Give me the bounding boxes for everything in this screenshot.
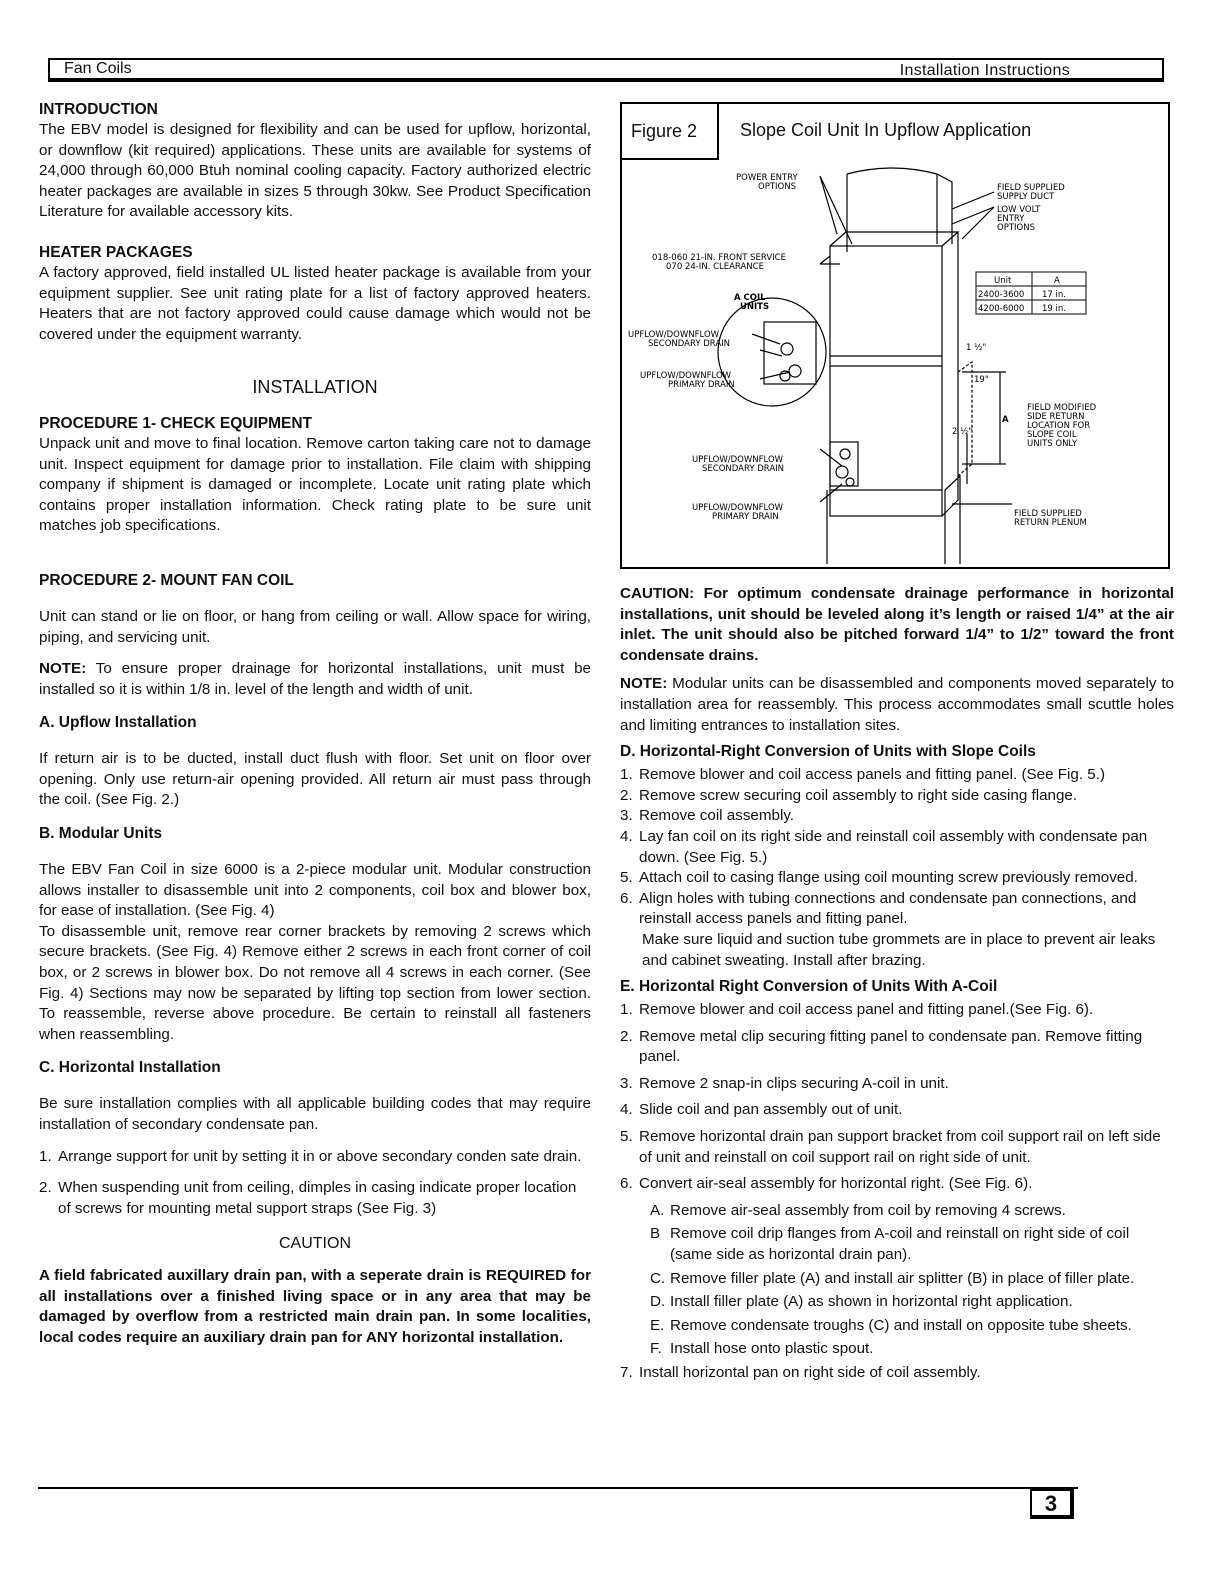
horizontal-text: Be sure installation complies with all applicable building codes that may require installation of secondary condensate pan. — [39, 1095, 591, 1133]
page-header — [48, 58, 1164, 82]
label-lower-secondary-2: SECONDARY DRAIN — [702, 464, 785, 474]
label-updown-secondary-2: SECONDARY DRAIN — [648, 339, 731, 349]
label-dim-1-5: 1 ½" — [966, 343, 987, 353]
label-lower-primary-1: UPFLOW/DOWNFLOW — [692, 503, 784, 513]
header-product: Fan Coils — [64, 60, 132, 77]
list-item: 3. Remove coil assembly. — [620, 807, 795, 825]
intro-heading: INTRODUCTION — [39, 101, 158, 118]
label-units: UNITS — [740, 302, 770, 312]
list-item: A. Remove air-seal assembly from coil by removing 4 screws. — [650, 1201, 1066, 1219]
section-d-heading: D. Horizontal-Right Conversion of Units with Slope Coils — [620, 743, 1036, 761]
upflow-text: If return air is to be ducted, install duct flush with floor. Set unit on floor over opening. Only use return-air opening provided. All return air must pass through the coil. (See Fig. 2.) — [39, 750, 591, 809]
label-updown-secondary-1: UPFLOW/DOWNFLOW — [628, 330, 720, 340]
proc2-note — [39, 659, 591, 700]
list-item: E. Remove condensate troughs (C) and install on opposite tube sheets. — [650, 1316, 1132, 1334]
caution-text: A field fabricated auxillary drain pan, with a seperate drain is REQUIRED for all installations over a finished living space or in any area that may be damaged by overflow from a restricted main drain pan. In some localities, local codes require an auxiliary drain pan for ANY horizontal installation. — [39, 1266, 591, 1346]
section-d-extra: Make sure liquid and suction tube grommets are in place to prevent air leaks and cabinet sweating. Install after brazing. — [642, 930, 1156, 969]
note-label: NOTE: — [39, 660, 87, 678]
list-item: 1. Remove blower and coil access panels and fitting panel. (See Fig. 5.) — [620, 766, 1105, 784]
list-item: 2. Remove screw securing coil assembly to right side casing flange. — [620, 786, 1078, 804]
figure-tag: Figure 2 — [622, 104, 719, 160]
note-right-label: NOTE: — [620, 675, 668, 693]
label-entry: ENTRY — [997, 214, 1025, 224]
horizontal-steps — [39, 1147, 591, 1220]
section-d-steps — [620, 765, 1174, 930]
list-item: 7. Install horizontal pan on right side of coil assembly. — [620, 1364, 981, 1381]
section-e-last — [620, 1363, 1174, 1384]
label-lower-secondary-1: UPFLOW/DOWNFLOW — [692, 455, 784, 465]
label-field-modified-1: FIELD MODIFIED — [1027, 403, 1097, 413]
caution-title: CAUTION — [279, 1235, 351, 1253]
list-item: B Remove coil drip flanges from A-coil and reinstall on right side of coil (same side as horizontal drain pan). — [650, 1225, 1130, 1264]
table-cell: 4200-6000 — [978, 304, 1025, 314]
label-field-modified-2: SIDE RETURN — [1027, 412, 1085, 422]
fan-coil-diagram — [622, 104, 1168, 567]
label-options: OPTIONS — [758, 182, 796, 192]
figure-title: Slope Coil Unit In Upflow Application — [740, 120, 1032, 140]
label-field-modified-5: UNITS ONLY — [1027, 439, 1078, 449]
list-item: C. Remove filler plate (A) and install air splitter (B) in place of filler plate. — [650, 1269, 1135, 1287]
table-header-unit: Unit — [994, 276, 1012, 286]
upflow-heading: A. Upflow Installation — [39, 714, 197, 732]
note-right-text: Modular units can be disassembled and components moved separately to installation area for reassembly. This process accommodates small scuttle holes and limiting entrances to installation sites. — [620, 675, 1174, 734]
list-item: 4. Lay fan coil on its right side and reinstall coil assembly with condensate pan down. (See Fig. 5.) — [620, 827, 1148, 866]
proc1-heading: PROCEDURE 1- CHECK EQUIPMENT — [39, 414, 312, 432]
label-front-service-2: 070 24-IN. CLEARANCE — [666, 262, 764, 272]
heater-text: A factory approved, field installed UL listed heater package is available from your equipment supplier. See unit rating plate for a list of factory approved heaters. Heaters that are not factory approved could cause damage which would not be covered under the equipment warranty. — [39, 263, 591, 343]
list-item: 6. Convert air-seal assembly for horizontal right. (See Fig. 6). — [620, 1175, 1033, 1193]
table-cell: 2400-3600 — [978, 290, 1025, 300]
table-header-a: A — [1054, 276, 1060, 286]
list-item: F. Install hose onto plastic spout. — [650, 1340, 874, 1358]
dimension-table — [976, 272, 1086, 314]
label-field-modified-4: SLOPE COIL — [1027, 430, 1077, 440]
note-text: To ensure proper drainage for horizontal installations, unit must be installed so it is within 1/8 in. level of the length and width of unit. — [39, 660, 591, 698]
label-return-1: FIELD SUPPLIED — [1014, 509, 1082, 519]
caution-right: CAUTION: For optimum condensate drainage performance in horizontal installations, unit should be leveled along it’s length or raised 1/4” at the air inlet. The unit should also be pitched forward 1/4” to 1/2” toward the front condensate drains. — [620, 585, 1174, 664]
side-return — [958, 362, 972, 476]
label-dim-19: 19" — [974, 375, 989, 385]
label-dim-a: A — [1002, 415, 1009, 425]
label-low-volt: LOW VOLT — [997, 205, 1041, 215]
label-updown-primary-2: PRIMARY DRAIN — [668, 380, 735, 390]
modular-heading: B. Modular Units — [39, 825, 163, 843]
heater-heading: HEATER PACKAGES — [39, 243, 193, 261]
installation-heading: INSTALLATION — [252, 377, 378, 398]
list-item: 2. When suspending unit from ceiling, dimples in casing indicate proper location of screws for mounting metal support straps (See Fig. 3) — [39, 1179, 577, 1217]
modular-text-1: The EBV Fan Coil in size 6000 is a 2-piece modular unit. Modular construction allows installer to disassemble unit into 2 components, coil box and blower box, for ease of installation. (See Fig. 4) — [39, 861, 591, 920]
list-item: 4. Slide coil and pan assembly out of unit. — [620, 1101, 903, 1119]
label-lower-primary-2: PRIMARY DRAIN — [712, 512, 779, 522]
label-supply-duct: SUPPLY DUCT — [997, 192, 1055, 202]
return-plenum — [827, 476, 960, 564]
page-number: 3 — [1030, 1489, 1074, 1519]
section-e-steps — [620, 1000, 1174, 1195]
modular-text-2: To disassemble unit, remove rear corner brackets by removing 2 screws which secure brackets. (See Fig. 4) Remove either 2 screws in each front corner of coil box, or 2 screws in blower box. Do not remove all 4 screws in each corner. (See Fig. 4) Sections may now be separated by lifting top section from lower section. To reassemble, reverse above procedure. Be certain to reinstall all fasteners when reassembling. — [39, 922, 591, 1043]
list-item: 6. Align holes with tubing connections and condensate pan connections, and reinstall access panels and fitting panel. — [620, 889, 1137, 928]
label-a-coil: A COIL — [734, 293, 766, 303]
list-item: 3. Remove 2 snap-in clips securing A-coil in unit. — [620, 1074, 949, 1092]
label-field-supplied: FIELD SUPPLIED — [997, 183, 1065, 193]
list-item: 2. Remove metal clip securing fitting panel to condensate pan. Remove fitting panel. — [620, 1027, 1143, 1066]
note-right — [620, 674, 1174, 736]
proc2-text: Unit can stand or lie on floor, or hang from ceiling or wall. Allow space for wiring, piping, and servicing unit. — [39, 607, 591, 646]
proc1-text: Unpack unit and move to final location. Remove carton taking care not to damage unit. Inspect equipment for damage prior to installation. File claim with shipping company if shipment is damaged or incomplete. Locate unit rating plate which contains proper installation information. Check rating plate to be sure unit matches job specifications. — [39, 434, 591, 535]
list-item: D. Install filler plate (A) as shown in horizontal right application. — [650, 1293, 1073, 1311]
section-e-heading: E. Horizontal Right Conversion of Units With A-Coil — [620, 978, 998, 996]
horizontal-heading: C. Horizontal Installation — [39, 1059, 221, 1077]
footer-rule — [38, 1487, 1078, 1489]
label-field-modified-3: LOCATION FOR — [1027, 421, 1091, 431]
left-column — [39, 100, 591, 1348]
list-item: 1. Arrange support for unit by setting it in or above secondary conden sate drain. — [39, 1147, 582, 1165]
proc2-heading: PROCEDURE 2- MOUNT FAN COIL — [39, 571, 294, 589]
list-item: 5. Attach coil to casing flange using coil mounting screw previously removed. — [620, 869, 1138, 887]
label-entry-options: OPTIONS — [997, 223, 1035, 233]
supply-duct — [847, 168, 937, 252]
label-updown-primary-1: UPFLOW/DOWNFLOW — [640, 371, 732, 381]
label-return-2: RETURN PLENUM — [1014, 518, 1087, 528]
list-item: 1. Remove blower and coil access panel and fitting panel.(See Fig. 6). — [620, 1001, 1094, 1019]
label-front-service-1: 018-060 21-IN. FRONT SERVICE — [652, 253, 786, 263]
header-doc-type: Installation Instructions — [899, 62, 1070, 79]
section-e-substeps — [620, 1201, 1174, 1360]
label-power-entry: POWER ENTRY — [736, 173, 798, 183]
label-dim-2-5: 2 ½" — [952, 427, 973, 437]
list-item: 5. Remove horizontal drain pan support bracket from coil support rail on left side of unit and reinstall on coil support rail on right side of unit. — [620, 1128, 1161, 1166]
intro-text: The EBV model is designed for flexibility and can be used for upflow, horizontal, or downflow (kit required) applications. These units are available for systems of 24,000 through 60,000 Btuh nominal cooling capacity. Factory authorized electric heater packages are available in sizes 5 through 30kw. See Product Specification Literature for available accessory kits. — [39, 121, 591, 221]
right-column — [620, 584, 1174, 1384]
table-cell: 19 in. — [1042, 304, 1066, 314]
figure-2 — [620, 102, 1170, 569]
table-cell: 17 in. — [1042, 290, 1066, 300]
